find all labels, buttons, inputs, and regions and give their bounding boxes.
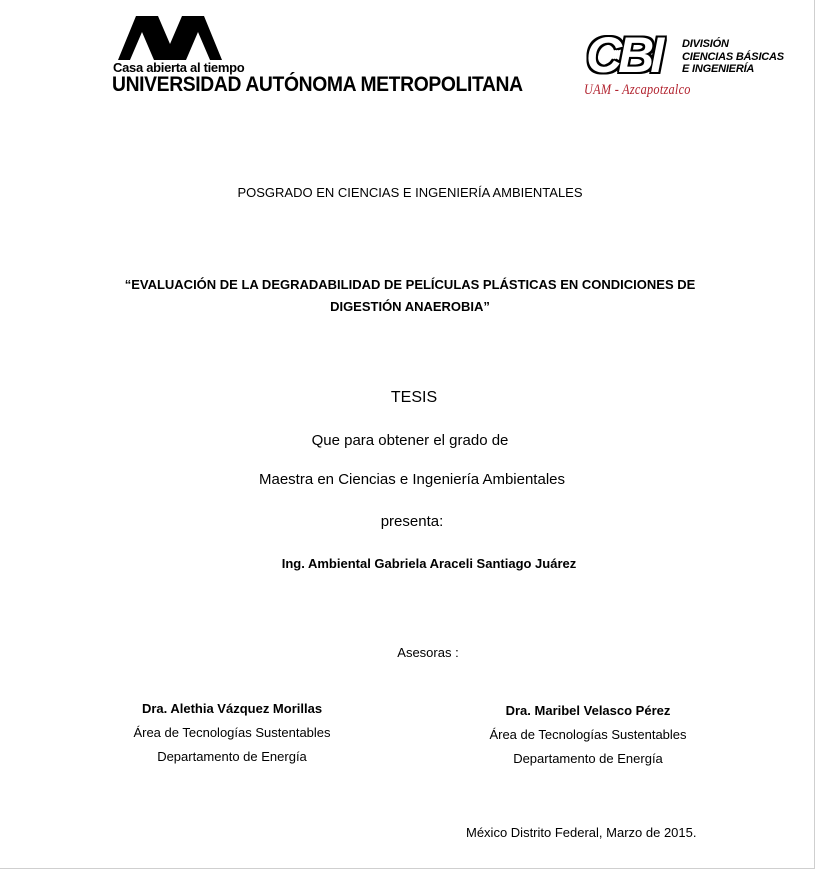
advisor-area: Área de Tecnologías Sustentables bbox=[489, 727, 687, 742]
document-type: TESIS bbox=[390, 389, 438, 406]
advisor-block bbox=[82, 697, 382, 769]
presents-label: presenta: bbox=[380, 513, 444, 530]
cbi-division-line3: E INGENIERÍA bbox=[682, 63, 755, 75]
thesis-title-line2: DIGESTIÓN ANAEROBIA” bbox=[330, 299, 490, 314]
program-name: POSGRADO EN CIENCIAS E INGENIERÍA AMBIENTALES bbox=[237, 185, 583, 200]
uam-tagline: Casa abierta al tiempo bbox=[113, 60, 245, 75]
uam-emblem-icon bbox=[118, 16, 222, 60]
degree-name: Maestra en Ciencias e Ingeniería Ambientales bbox=[258, 471, 565, 488]
cbi-division-text bbox=[682, 38, 784, 76]
degree-intro: Que para obtener el grado de bbox=[311, 432, 509, 449]
author-name: Ing. Ambiental Gabriela Araceli Santiago Juárez bbox=[281, 556, 577, 571]
cbi-letters: CBI bbox=[586, 27, 661, 83]
university-name: UNIVERSIDAD AUTÓNOMA METROPOLITANA bbox=[112, 73, 523, 96]
place-and-date: México Distrito Federal, Marzo de 2015. bbox=[466, 825, 697, 840]
advisor-department: Departamento de Energía bbox=[513, 751, 663, 766]
advisor-name: Dra. Alethia Vázquez Morillas bbox=[141, 701, 323, 716]
advisor-area: Área de Tecnologías Sustentables bbox=[133, 725, 331, 740]
cbi-division-line2: CIENCIAS BÁSICAS bbox=[682, 50, 784, 63]
advisor-name: Dra. Maribel Velasco Pérez bbox=[505, 703, 671, 718]
advisors-label: Asesoras : bbox=[397, 645, 459, 660]
thesis-title bbox=[2, 274, 816, 318]
advisor-block bbox=[438, 699, 738, 771]
cbi-division-line1: DIVISIÓN bbox=[682, 38, 729, 50]
advisor-department: Departamento de Energía bbox=[157, 749, 307, 764]
cbi-logo bbox=[584, 27, 784, 110]
uam-logo bbox=[112, 14, 523, 98]
cbi-campus: UAM - Azcapotzalco bbox=[584, 82, 691, 98]
thesis-title-line1: “EVALUACIÓN DE LA DEGRADABILIDAD DE PELÍCULAS PLÁSTICAS EN CONDICIONES DE bbox=[124, 277, 696, 292]
